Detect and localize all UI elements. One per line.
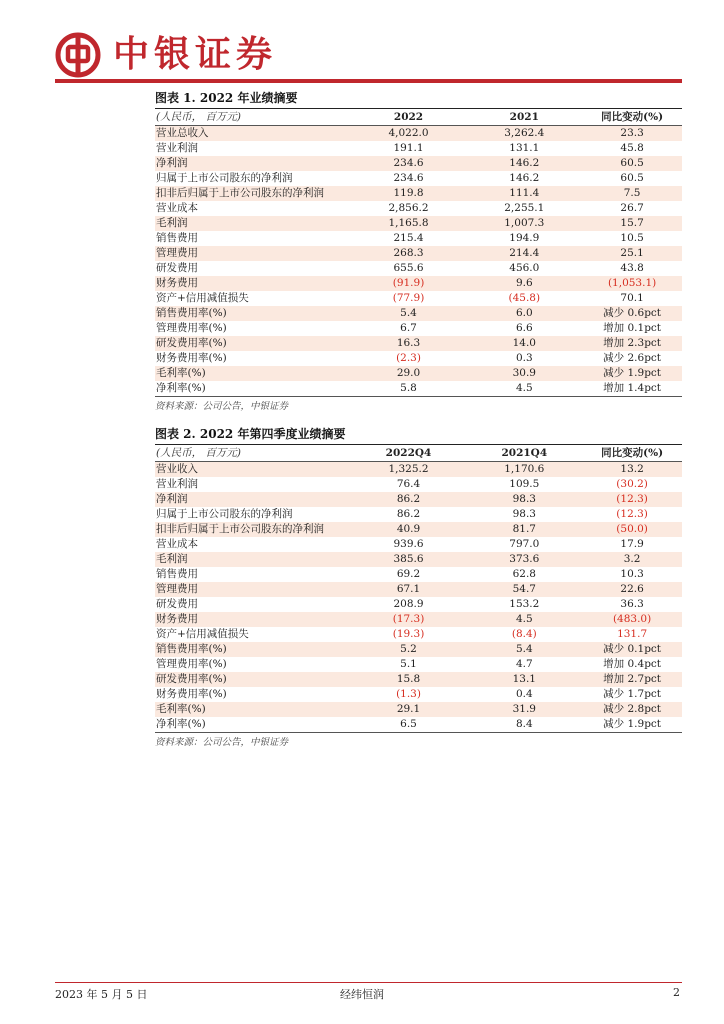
table-cell: 131.1 xyxy=(509,142,540,154)
table-cell: (8.4) xyxy=(511,628,537,640)
table-cell: (17.3) xyxy=(392,613,425,625)
row-label: 营业成本 xyxy=(156,538,198,550)
table-cell: 4,022.0 xyxy=(388,127,429,139)
table-bottom-rule xyxy=(155,732,682,733)
table-cell: 30.9 xyxy=(512,367,536,379)
table-row xyxy=(155,306,682,321)
row-label: 毛利润 xyxy=(156,217,188,229)
table-cell: 5.8 xyxy=(400,382,417,394)
row-label: 净利率(%) xyxy=(156,718,206,730)
table-cell: 119.8 xyxy=(393,187,424,199)
table-header-row xyxy=(155,109,682,126)
table-cell: 45.8 xyxy=(620,142,644,154)
table-cell: 3.2 xyxy=(623,553,641,565)
table-cell: 减少 2.8pct xyxy=(603,703,662,715)
table-row xyxy=(155,612,682,627)
table-row xyxy=(155,492,682,507)
table-row xyxy=(155,657,682,672)
row-label: 销售费用率(%) xyxy=(156,307,227,319)
table-cell: 29.0 xyxy=(396,367,421,379)
table-row xyxy=(155,717,682,732)
report-date: 2023 年 5 月 5 日 xyxy=(55,988,148,1001)
summary-table-2022 xyxy=(155,90,682,414)
table-row xyxy=(155,507,682,522)
table-row xyxy=(155,687,682,702)
table-cell: 146.2 xyxy=(509,157,540,169)
table-cell: (2.3) xyxy=(396,352,421,364)
table-row xyxy=(155,186,682,201)
bank-of-china-logo-icon xyxy=(55,32,101,78)
table-cell: 655.6 xyxy=(393,262,424,274)
table-cell: 6.7 xyxy=(400,322,417,334)
table-cell: 111.4 xyxy=(509,187,540,199)
table-row xyxy=(155,276,682,291)
row-label: 研发费用 xyxy=(156,598,198,610)
brand-name: 中银证券 xyxy=(113,33,278,75)
table-row xyxy=(155,462,682,477)
row-label: 管理费用 xyxy=(156,247,198,259)
column-header: 2022Q4 xyxy=(385,447,432,459)
table-row xyxy=(155,201,682,216)
row-label: 毛利润 xyxy=(156,553,188,565)
column-header: 2021 xyxy=(509,111,539,123)
row-label: 财务费用率(%) xyxy=(156,688,227,700)
table-cell: 4.5 xyxy=(515,613,533,625)
table-row xyxy=(155,171,682,186)
table-cell: 6.0 xyxy=(515,307,533,319)
table-row xyxy=(155,156,682,171)
table-cell: 16.3 xyxy=(396,337,421,349)
column-header: 2022 xyxy=(393,111,424,123)
table-row xyxy=(155,351,682,366)
table-cell: 76.4 xyxy=(396,478,421,490)
table-cell: 增加 2.7pct xyxy=(603,673,662,685)
row-label: 营业收入 xyxy=(156,463,198,475)
table-cell: 10.5 xyxy=(620,232,644,244)
column-header: (人民币， 百万元) xyxy=(156,447,242,459)
table-cell: 1,325.2 xyxy=(388,463,429,475)
table-cell: 146.2 xyxy=(509,172,540,184)
table-row xyxy=(155,627,682,642)
table-cell: 98.3 xyxy=(512,508,536,520)
table-cell: 5.4 xyxy=(515,643,533,655)
table-row xyxy=(155,582,682,597)
table-cell: 4.5 xyxy=(515,382,533,394)
page-number: 2 xyxy=(673,986,680,999)
table-cell: 15.8 xyxy=(396,673,421,685)
table-cell: 153.2 xyxy=(509,598,540,610)
column-header: (人民币， 百万元) xyxy=(156,111,242,123)
table-row xyxy=(155,141,682,156)
table-cell: 10.3 xyxy=(620,568,644,580)
table-cell: 43.8 xyxy=(620,262,644,274)
table-row xyxy=(155,231,682,246)
table-row xyxy=(155,381,682,396)
table-cell: 增加 2.3pct xyxy=(603,337,662,349)
table-cell: (12.3) xyxy=(616,493,648,505)
row-label: 营业利润 xyxy=(156,478,198,490)
row-label: 财务费用 xyxy=(156,277,198,289)
row-label: 财务费用率(%) xyxy=(156,352,227,364)
row-label: 营业利润 xyxy=(156,142,198,154)
row-label: 销售费用 xyxy=(156,232,198,244)
table-cell: (19.3) xyxy=(392,628,425,640)
table-cell: 385.6 xyxy=(393,553,424,565)
table-cell: 增加 0.1pct xyxy=(603,322,662,334)
table-cell: (483.0) xyxy=(612,613,652,625)
row-label: 营业总收入 xyxy=(156,127,209,139)
table-cell: 7.5 xyxy=(623,187,641,199)
table-cell: 5.2 xyxy=(400,643,417,655)
table-title: 图表 1. 2022 年业绩摘要 xyxy=(155,91,298,105)
table-bottom-rule xyxy=(155,396,682,397)
table-cell: 6.6 xyxy=(515,322,533,334)
table-cell: 6.5 xyxy=(400,718,417,730)
row-label: 研发费用 xyxy=(156,262,198,274)
table-cell: 22.6 xyxy=(620,583,644,595)
table-cell: 373.6 xyxy=(509,553,540,565)
table-cell: 54.7 xyxy=(512,583,536,595)
table-cell: 81.7 xyxy=(512,523,536,535)
table-cell: 67.1 xyxy=(396,583,421,595)
page-header xyxy=(55,28,685,80)
row-label: 管理费用率(%) xyxy=(156,658,227,670)
table-cell: (1,053.1) xyxy=(607,277,657,289)
table-cell: 215.4 xyxy=(393,232,424,244)
table-cell: 23.3 xyxy=(620,127,644,139)
table-row xyxy=(155,246,682,261)
table-row xyxy=(155,672,682,687)
table-cell: 5.4 xyxy=(400,307,417,319)
table-cell: 13.2 xyxy=(620,463,644,475)
table-cell: 268.3 xyxy=(393,247,424,259)
row-label: 销售费用 xyxy=(156,568,198,580)
table-cell: 减少 1.9pct xyxy=(603,718,662,730)
table-cell: 98.3 xyxy=(512,493,536,505)
row-label: 财务费用 xyxy=(156,613,198,625)
table-cell: 增加 0.4pct xyxy=(603,658,662,670)
table-cell: (1.3) xyxy=(396,688,421,700)
table-cell: 25.1 xyxy=(620,247,644,259)
table-cell: 2,255.1 xyxy=(504,202,545,214)
table-cell: 4.7 xyxy=(515,658,533,670)
table-row xyxy=(155,261,682,276)
row-label: 净利率(%) xyxy=(156,382,206,394)
table-cell: 191.1 xyxy=(393,142,424,154)
table-row xyxy=(155,291,682,306)
row-label: 管理费用 xyxy=(156,583,198,595)
table-cell: 40.9 xyxy=(396,523,421,535)
row-label: 毛利率(%) xyxy=(156,703,206,715)
row-label: 营业成本 xyxy=(156,202,198,214)
table-cell: 214.4 xyxy=(509,247,540,259)
table-cell: 减少 1.7pct xyxy=(603,688,662,700)
table-row xyxy=(155,522,682,537)
table-cell: 增加 1.4pct xyxy=(603,382,662,394)
table-row xyxy=(155,567,682,582)
row-label: 净利润 xyxy=(156,157,188,169)
summary-table-2022q4 xyxy=(155,426,682,750)
table-cell: 13.1 xyxy=(512,673,536,685)
table-cell: 109.5 xyxy=(509,478,540,490)
row-label: 研发费用率(%) xyxy=(156,673,227,685)
table-cell: 29.1 xyxy=(396,703,421,715)
row-label: 研发费用率(%) xyxy=(156,337,227,349)
table-cell: 939.6 xyxy=(393,538,424,550)
table-row xyxy=(155,537,682,552)
column-header: 2021Q4 xyxy=(501,447,548,459)
table-cell: 1,007.3 xyxy=(504,217,545,229)
column-header: 同比变动(%) xyxy=(601,447,664,459)
table-cell: 2,856.2 xyxy=(388,202,429,214)
table-title: 图表 2. 2022 年第四季度业绩摘要 xyxy=(155,427,346,441)
table-header-row xyxy=(155,445,682,462)
table-cell: 797.0 xyxy=(509,538,540,550)
table-cell: 减少 1.9pct xyxy=(603,367,662,379)
table-cell: (50.0) xyxy=(616,523,648,535)
row-label: 归属于上市公司股东的净利润 xyxy=(156,508,293,520)
table-row xyxy=(155,642,682,657)
table-cell: 60.5 xyxy=(620,172,644,184)
table-cell: (91.9) xyxy=(392,277,425,289)
table-cell: 8.4 xyxy=(515,718,533,730)
table-row xyxy=(155,702,682,717)
table-cell: 26.7 xyxy=(620,202,644,214)
table-cell: 86.2 xyxy=(396,493,421,505)
table-row xyxy=(155,597,682,612)
table-row xyxy=(155,552,682,567)
company-name: 经纬恒润 xyxy=(340,988,384,1001)
table-row xyxy=(155,216,682,231)
table-cell: 减少 0.1pct xyxy=(603,643,662,655)
table-cell: (45.8) xyxy=(508,292,541,304)
row-label: 资产+信用减值损失 xyxy=(156,628,249,640)
table-cell: 17.9 xyxy=(620,538,644,550)
row-label: 净利润 xyxy=(156,493,188,505)
footer-rule xyxy=(55,982,682,983)
table-cell: 9.6 xyxy=(515,277,533,289)
table-source-note: 资料来源：公司公告，中银证券 xyxy=(155,736,289,748)
row-label: 归属于上市公司股东的净利润 xyxy=(156,172,293,184)
table-row xyxy=(155,321,682,336)
row-label: 毛利率(%) xyxy=(156,367,206,379)
row-label: 扣非后归属于上市公司股东的净利润 xyxy=(156,523,324,535)
table-cell: 60.5 xyxy=(620,157,644,169)
row-label: 销售费用率(%) xyxy=(156,643,227,655)
table-cell: 5.1 xyxy=(400,658,417,670)
row-label: 管理费用率(%) xyxy=(156,322,227,334)
table-cell: 131.7 xyxy=(617,628,648,640)
table-row xyxy=(155,336,682,351)
table-cell: 14.0 xyxy=(512,337,536,349)
table-cell: 69.2 xyxy=(396,568,421,580)
table-cell: 0.3 xyxy=(515,352,533,364)
table-cell: (12.3) xyxy=(616,508,648,520)
table-row xyxy=(155,366,682,381)
table-cell: 减少 0.6pct xyxy=(603,307,662,319)
table-cell: 70.1 xyxy=(620,292,644,304)
table-cell: 208.9 xyxy=(393,598,424,610)
table-cell: 234.6 xyxy=(393,172,424,184)
table-cell: 3,262.4 xyxy=(504,127,545,139)
table-cell: 1,165.8 xyxy=(388,217,429,229)
table-cell: 0.4 xyxy=(515,688,533,700)
table-cell: 1,170.6 xyxy=(504,463,545,475)
table-cell: 减少 2.6pct xyxy=(603,352,662,364)
row-label: 扣非后归属于上市公司股东的净利润 xyxy=(156,187,324,199)
table-cell: 194.9 xyxy=(509,232,540,244)
table-cell: 36.3 xyxy=(620,598,644,610)
table-row xyxy=(155,126,682,141)
row-label: 资产+信用减值损失 xyxy=(156,292,249,304)
table-cell: 15.7 xyxy=(620,217,644,229)
table-cell: (30.2) xyxy=(616,478,648,490)
table-source-note: 资料来源：公司公告，中银证券 xyxy=(155,400,289,412)
table-row xyxy=(155,477,682,492)
table-cell: 234.6 xyxy=(393,157,424,169)
table-cell: (77.9) xyxy=(392,292,425,304)
table-cell: 456.0 xyxy=(509,262,540,274)
page-footer xyxy=(55,986,682,1000)
header-rule xyxy=(55,79,682,83)
column-header: 同比变动(%) xyxy=(601,111,664,123)
table-cell: 31.9 xyxy=(512,703,536,715)
table-cell: 62.8 xyxy=(512,568,536,580)
table-cell: 86.2 xyxy=(396,508,421,520)
